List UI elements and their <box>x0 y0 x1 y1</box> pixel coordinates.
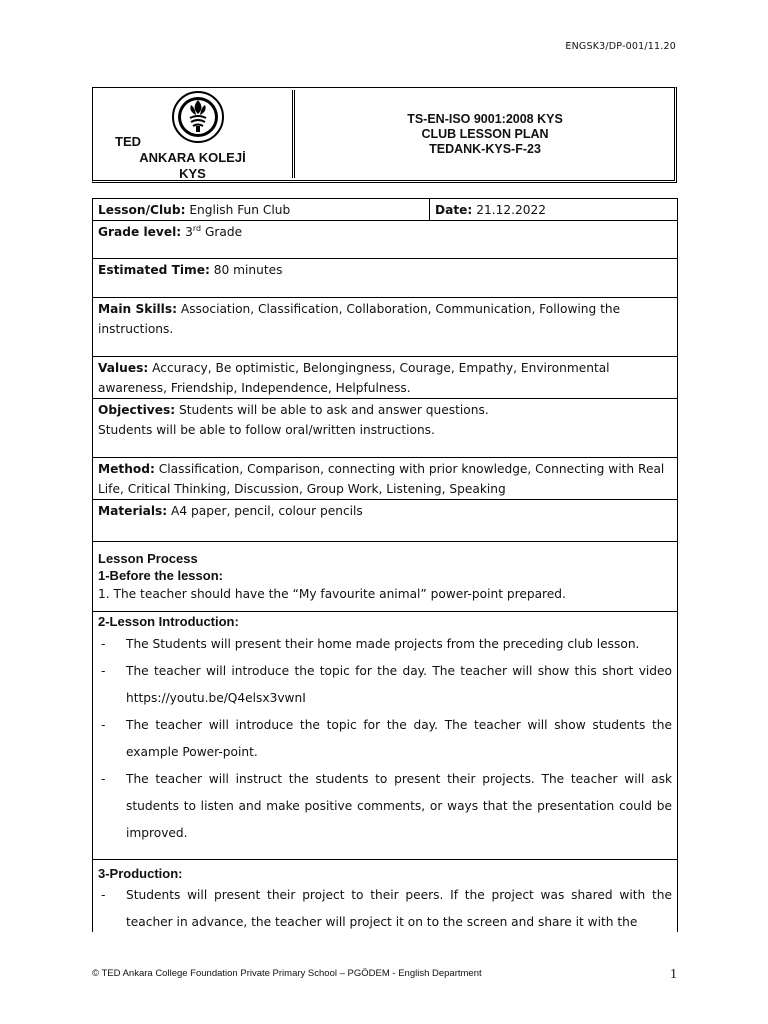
document-header <box>92 87 677 183</box>
lesson-club-value: English Fun Club <box>189 203 291 217</box>
lesson-introduction-list <box>98 631 672 847</box>
table-row <box>93 357 678 399</box>
grade-label: Grade level: <box>98 225 182 239</box>
lesson-introduction-cell <box>93 612 678 860</box>
materials-value: A4 paper, pencil, colour pencils <box>171 504 363 518</box>
objectives-line1: Students will be able to ask and answer questions. <box>178 403 489 417</box>
table-row <box>93 542 678 612</box>
table-row <box>93 458 678 500</box>
grade-suffix: rd <box>192 223 202 233</box>
school-name-line3: KYS <box>179 166 206 181</box>
form-code: TEDANK-KYS-F-23 <box>429 142 541 156</box>
table-row <box>93 399 678 458</box>
materials-label: Materials: <box>98 504 168 518</box>
date-cell <box>430 199 678 221</box>
standard-code: TS-EN-ISO 9001:2008 KYS <box>407 112 563 126</box>
main-skills-cell <box>93 298 678 357</box>
grade-word: Grade <box>204 225 243 239</box>
values-cell <box>93 357 678 399</box>
before-lesson-heading: 1-Before the lesson: <box>98 568 223 583</box>
estimated-time-cell <box>93 259 678 298</box>
list-item: - The Students will present their home made projects from the preceding club lesson. <box>98 631 672 658</box>
production-cell <box>93 860 678 933</box>
grade-number: 3 <box>185 225 193 239</box>
table-row <box>93 500 678 542</box>
table-row <box>93 860 678 933</box>
page-footer: © TED Ankara College Foundation Private Primary School – PGÖDEM - English Department <box>92 968 482 979</box>
school-name-line2: ANKARA KOLEJİ <box>139 150 246 165</box>
main-skills-label: Main Skills: <box>98 302 177 316</box>
list-item: - The teacher will instruct the students to present their projects. The teacher will ask students to listen and make positive comments, or ways that the presentation could be improved. <box>98 766 672 847</box>
list-item: - Students will present their project to their peers. If the project was shared with the teacher in advance, the teacher will project it on to the screen and share it with the <box>98 882 672 932</box>
date-label: Date: <box>435 203 473 217</box>
page-number: 1 <box>670 967 677 982</box>
production-list <box>98 882 672 932</box>
grade-cell <box>93 221 678 259</box>
production-heading: 3-Production: <box>98 866 183 881</box>
materials-cell <box>93 500 678 542</box>
ted-torch-logo-icon <box>171 90 225 144</box>
table-row <box>93 259 678 298</box>
objectives-label: Objectives: <box>98 403 176 417</box>
lesson-club-cell <box>93 199 430 221</box>
objectives-cell <box>93 399 678 458</box>
before-lesson-cell <box>93 542 678 612</box>
list-item: - The teacher will introduce the topic for the day. The teacher will show students the example Power-point. <box>98 712 672 766</box>
lesson-club-label: Lesson/Club: <box>98 203 186 217</box>
document-reference-code: ENGSK3/DP-001/11.20 <box>565 41 676 52</box>
table-row <box>93 612 678 860</box>
method-cell <box>93 458 678 500</box>
document-title: CLUB LESSON PLAN <box>421 127 549 141</box>
lesson-plan-table <box>92 198 678 932</box>
method-label: Method: <box>98 462 155 476</box>
table-row <box>93 298 678 357</box>
document-title-block <box>295 112 675 157</box>
before-lesson-item: 1. The teacher should have the “My favourite animal” power-point prepared. <box>98 587 566 601</box>
estimated-time-value: 80 minutes <box>213 263 283 277</box>
school-name-line1: TED <box>115 134 141 149</box>
method-value: Classification, Comparison, connecting with prior knowledge, Connecting with Real Life, Critical Thinking, Discussion, Group Work, Listening, Speaking <box>98 462 665 496</box>
objectives-line2: Students will be able to follow oral/written instructions. <box>98 423 435 437</box>
lesson-introduction-heading: 2-Lesson Introduction: <box>98 614 239 629</box>
table-row <box>93 221 678 259</box>
date-value: 21.12.2022 <box>476 203 546 217</box>
values-label: Values: <box>98 361 149 375</box>
values-value: Accuracy, Be optimistic, Belongingness, Courage, Empathy, Environmental awareness, Friendship, Independence, Helpfulness. <box>98 361 610 395</box>
list-item: - The teacher will introduce the topic for the day. The teacher will show this short video https://youtu.be/Q4elsx3vwnI <box>98 658 672 712</box>
lesson-process-title: Lesson Process <box>98 551 198 566</box>
main-skills-value: Association, Classification, Collaboration, Communication, Following the instructions. <box>98 302 621 336</box>
table-row <box>93 199 678 221</box>
estimated-time-label: Estimated Time: <box>98 263 210 277</box>
